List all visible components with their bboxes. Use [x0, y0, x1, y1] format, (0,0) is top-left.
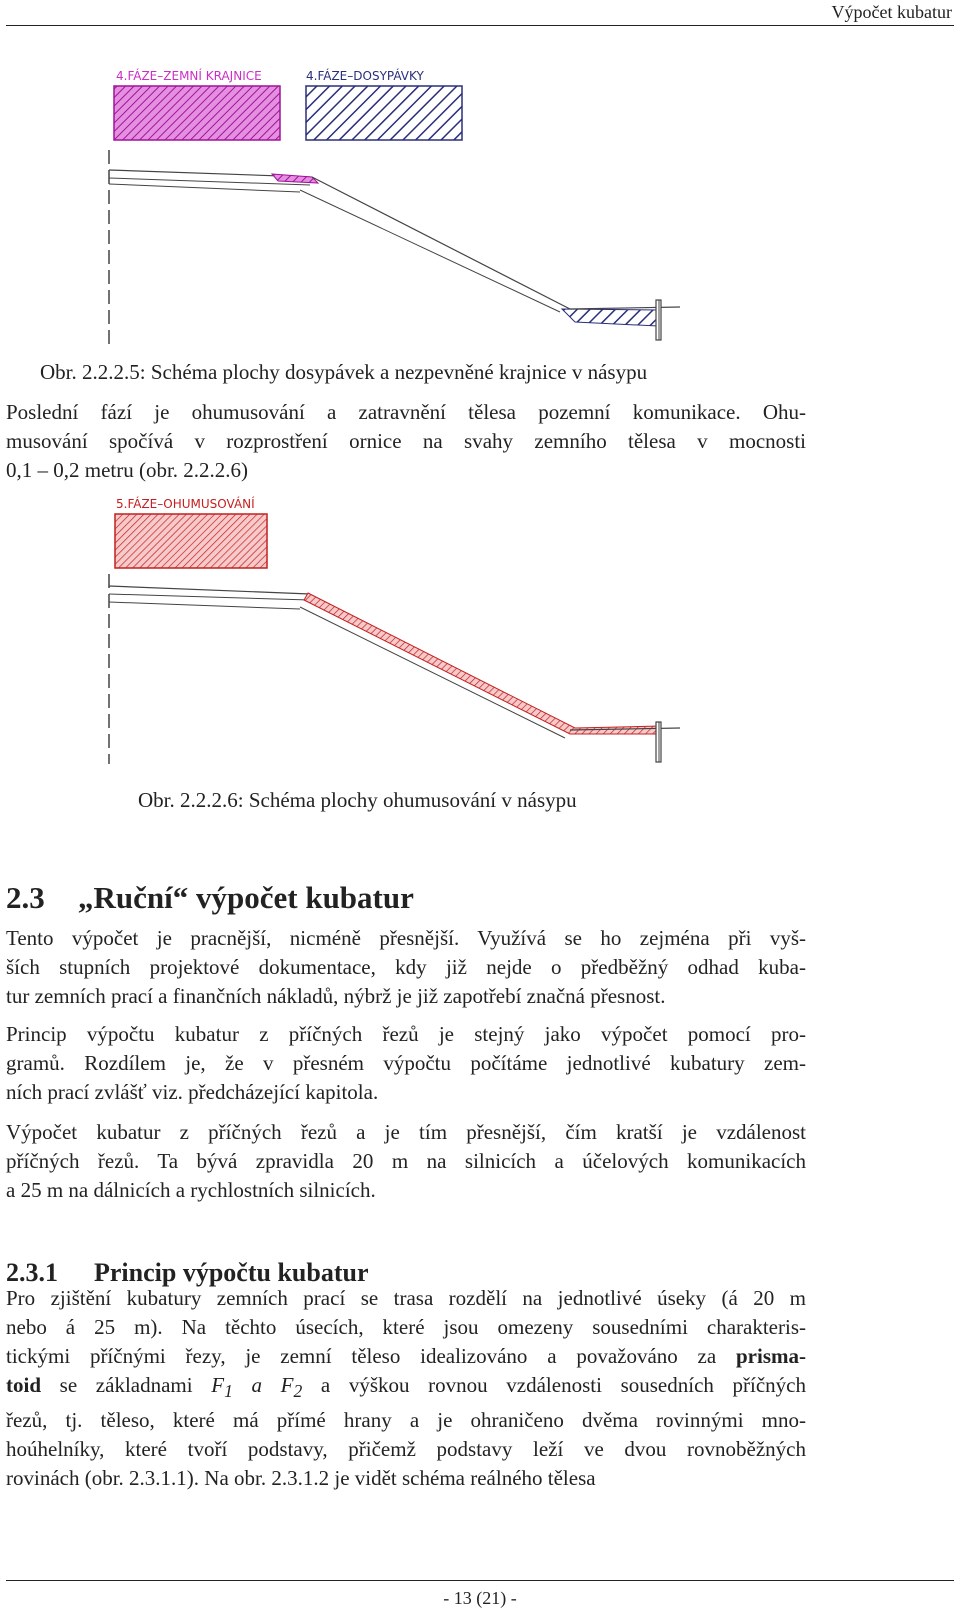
road-layer-line — [109, 594, 310, 600]
text-line: Výpočet kubatur z příčných řezů a je tím přesnější, čím kratší je vzdálenost — [6, 1120, 806, 1144]
text-line: Tento výpočet je pracnější, nicméně přesnější. Využívá se ho zejména při vyš- — [6, 926, 806, 950]
legend-swatch-krajnice — [114, 86, 280, 140]
paragraph-prismatoid — [6, 1284, 806, 1493]
text-line: a 25 m na dálnicích a rychlostních silnicích. — [6, 1178, 376, 1202]
section-number: 2.3 — [6, 880, 45, 915]
text-line: Princip výpočtu kubatur z příčných řezů je stejný jako výpočet pomocí pro- — [6, 1022, 806, 1046]
text-line: nebo á 25 m). Na těchto úsecích, které jsou omezeny sousedními charakteris- — [6, 1315, 806, 1339]
text-run-italic: a — [232, 1373, 281, 1397]
legend-swatch-dosypavky — [306, 86, 462, 140]
figure-ohumusovani — [100, 494, 700, 774]
paragraph-vzdalenost — [6, 1118, 806, 1205]
bold-term: prisma- — [736, 1344, 806, 1368]
text-line: gramů. Rozdílem je, že v přesném výpočtu počítáme jednotlivé kubatury zem- — [6, 1051, 806, 1075]
legend-swatch-ohumusovani — [115, 514, 267, 568]
embankment-slope-lower — [300, 190, 560, 312]
text-line — [6, 1342, 806, 1371]
text-line: Poslední fází je ohumusování a zatravnění tělesa pozemní komunikace. Ohu- — [6, 400, 806, 424]
subsection-number: 2.3.1 — [6, 1258, 58, 1287]
text-line: Pro zjištění kubatury zemních prací se trasa rozdělí na jednotlivé úseky (á 20 m — [6, 1286, 806, 1310]
paragraph-intro — [6, 924, 806, 1011]
embankment-slope-upper — [312, 177, 570, 309]
text-line: musování spočívá v rozprostření ornice na svahy zemního tělesa v mocnosti — [6, 429, 806, 453]
fill-area-dosypavky — [562, 309, 660, 326]
symbol-f1: $F_1$ — [211, 1373, 233, 1402]
subsection-title: Princip výpočtu kubatur — [94, 1258, 369, 1287]
page-number: - 13 (21) - — [443, 1588, 517, 1608]
text-run: se základnami — [41, 1373, 212, 1397]
page-header — [0, 0, 960, 32]
figure-dosypavky-krajnice — [100, 60, 700, 350]
text-line: řezů, tj. těleso, které má přímé hrany a je ohraničeno dvěma rovinnými mno- — [6, 1408, 806, 1433]
symbol-f2: $F_2$ — [280, 1373, 303, 1402]
paragraph-ohumusovani — [6, 398, 806, 485]
text-run: a výškou rovnou vzdálenosti sousedních příčných — [302, 1373, 807, 1397]
section-heading — [6, 880, 414, 916]
text-line: příčných řezů. Ta bývá zpravidla 20 m na silnicích a účelových komunikacích — [6, 1149, 806, 1173]
road-base-line — [109, 602, 300, 609]
running-title: Výpočet kubatur — [831, 2, 952, 22]
bold-term: toid — [6, 1373, 42, 1397]
text-line: 0,1 – 0,2 metru (obr. 2.2.2.6) — [6, 458, 249, 482]
footer-rule — [6, 1580, 954, 1581]
header-rule — [6, 25, 954, 26]
text-line — [6, 1371, 806, 1406]
text-run: tickými příčnými řezy, je zemní těleso idealizováno a považováno za — [6, 1344, 736, 1368]
section-title: „Ruční“ výpočet kubatur — [78, 880, 414, 915]
text-line: ších stupních projektové dokumentace, kdy již nejde o předběžný odhad kuba- — [6, 955, 806, 979]
text-line: ních prací zvlášť viz. předcházející kapitola. — [6, 1080, 379, 1104]
legend-label-ohumusovani: 5.FÁZE–OHUMUSOVÁNÍ — [116, 497, 255, 511]
embankment-slope-lower — [300, 607, 565, 738]
figure-caption: Obr. 2.2.2.6: Schéma plochy ohumusování v násypu — [138, 788, 577, 812]
topsoil-area-ohumusovani — [304, 593, 660, 734]
text-line: hoúhelníky, které tvoří podstavy, přičemž podstavy leží ve dvou rovnoběžných — [6, 1437, 806, 1462]
legend-label-dosypavky: 4.FÁZE–DOSYPÁVKY — [306, 69, 424, 83]
paragraph-princip — [6, 1020, 806, 1107]
terrain-line — [570, 307, 680, 309]
shoulder-area-krajnice — [272, 174, 318, 183]
text-line: tur zemních prací a finančních nákladů, nýbrž je již zapotřebí značná přesnost. — [6, 984, 666, 1008]
road-surface-line — [109, 586, 310, 594]
road-base-line — [109, 184, 300, 192]
legend-label-krajnice: 4.FÁZE–ZEMNÍ KRAJNICE — [116, 69, 262, 83]
text-line: rovinách (obr. 2.3.1.1). Na obr. 2.3.1.2 je vidět schéma reálného tělesa — [6, 1466, 596, 1491]
figure-caption: Obr. 2.2.2.5: Schéma plochy dosypávek a nezpevněné krajnice v násypu — [40, 360, 648, 384]
